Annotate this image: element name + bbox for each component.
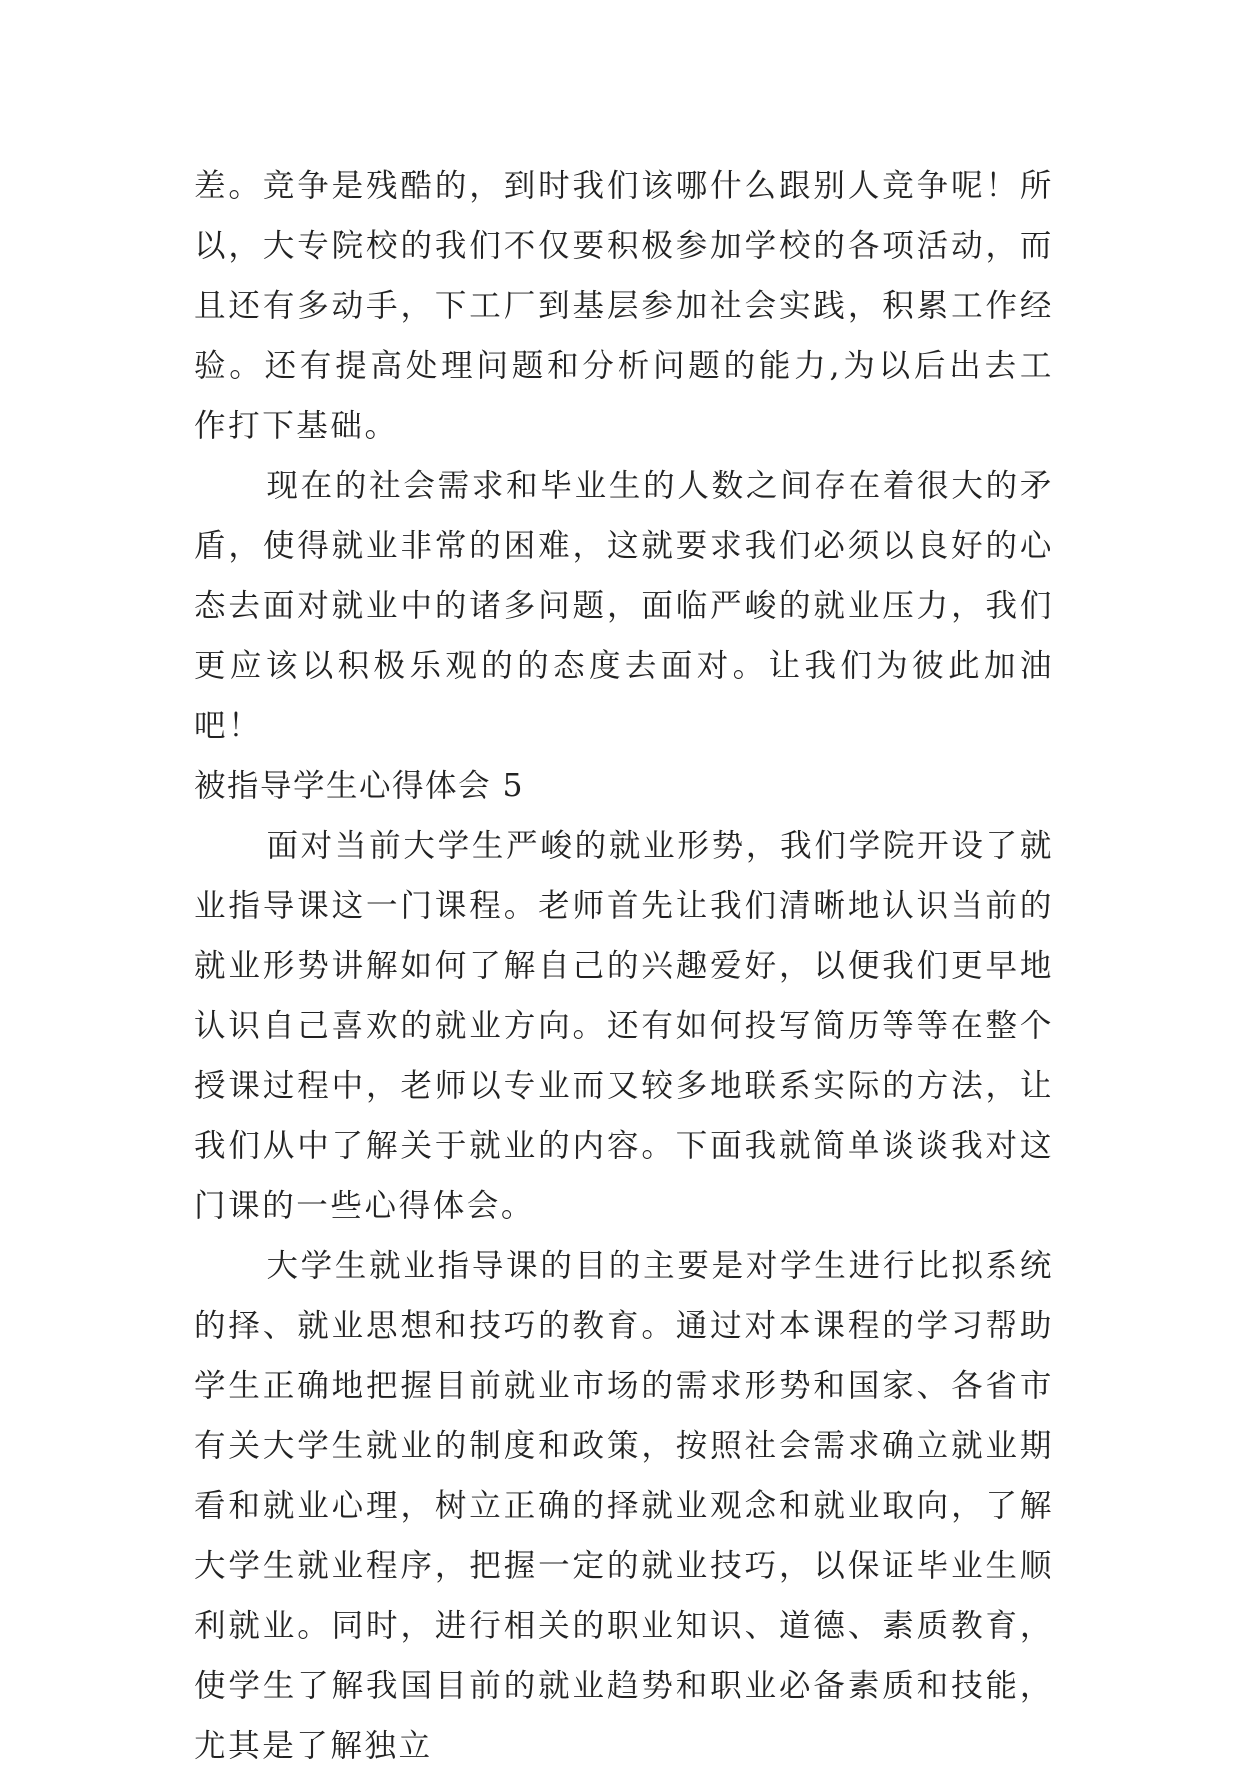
document-page: [194, 156, 1054, 1776]
section-heading: 被指导学生心得体会 5: [194, 768, 525, 804]
paragraph-4: 大学生就业指导课的目的主要是对学生进行比拟系统的择、就业思想和技巧的教育。通过对本课程的学习帮助学生正确地把握目前就业市场的需求形势和国家、各省市有关大学生就业的制度和政策，按照社会需求确立就业期看和就业心理，树立正确的择就业观念和就业取向，了解大学生就业程序，把握一定的就业技巧，以保证毕业生顺利就业。同时，进行相关的职业知识、道德、素质教育，使学生了解我国目前的就业趋势和职业必备素质和技能，尤其是了解独立: [194, 1248, 1054, 1764]
paragraph-3: 面对当前大学生严峻的就业形势，我们学院开设了就业指导课这一门课程。老师首先让我们清晰地认识当前的就业形势讲解如何了解自己的兴趣爱好，以便我们更早地认识自己喜欢的就业方向。还有如何投写简历等等在整个授课过程中，老师以专业而又较多地联系实际的方法，让我们从中了解关于就业的内容。下面我就简单谈谈我对这门课的一些心得体会。: [194, 828, 1054, 1224]
paragraph-2: 现在的社会需求和毕业生的人数之间存在着很大的矛盾，使得就业非常的困难，这就要求我们必须以良好的心态去面对就业中的诸多问题，面临严峻的就业压力，我们更应该以积极乐观的的态度去面对。让我们为彼此加油吧！: [194, 468, 1054, 744]
paragraph-1: 差。竞争是残酷的，到时我们该哪什么跟别人竞争呢！所以，大专院校的我们不仅要积极参加学校的各项活动，而且还有多动手，下工厂到基层参加社会实践，积累工作经验。还有提高处理问题和分析问题的能力,为以后出去工作打下基础。: [194, 168, 1054, 444]
